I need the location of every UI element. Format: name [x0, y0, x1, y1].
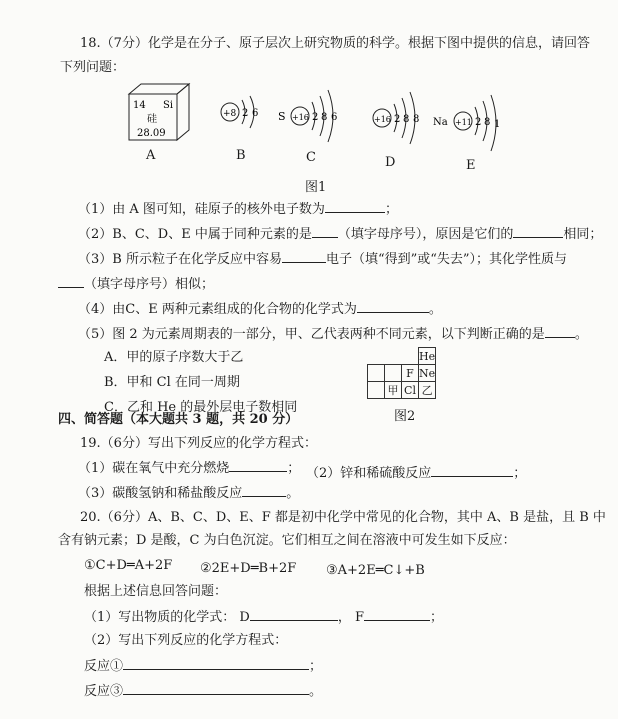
option-a: A．甲的原子序数大于乙 [104, 350, 244, 365]
fig1-caption: 图1 [305, 180, 327, 195]
svg-text:2: 2 [394, 114, 401, 125]
atom-diagram-b [218, 88, 268, 138]
svg-text:8: 8 [484, 117, 491, 128]
q20-part1: （1）写出物质的化学式： D ， F ； [84, 610, 443, 625]
q18-part1: （1）由 A 图可知，硅原子的核外电子数为 ； [78, 202, 398, 217]
svg-text:6: 6 [331, 112, 338, 123]
option-b: B．甲和 Cl 在同一周期 [104, 375, 240, 390]
svg-text:14: 14 [133, 100, 146, 111]
fig2-caption: 图2 [394, 409, 416, 424]
atom-diagram-c [278, 80, 348, 150]
periodic-table-fragment: He F Ne 甲 Cl 乙 [367, 347, 436, 399]
q20-reaction-1-line: 反应① ； [84, 659, 323, 674]
answer-blank[interactable] [229, 459, 287, 472]
answer-blank[interactable] [282, 250, 326, 263]
q18-part5: （5）图 2 为元素周期表的一部分，甲、乙代表两种不同元素，以下判断正确的是 。 [78, 327, 588, 342]
q19-title: 19.（6分）写出下列反应的化学方程式： [80, 436, 317, 451]
fig-label-b: B [236, 148, 246, 163]
q18-part4: （4）由C、E 两种元素组成的化合物的化学式为 。 [78, 302, 442, 317]
q20-line2: 含有钠元素；D 是酸，C 为白色沉淀。它们相互之间在溶液中可发生如下反应： [58, 533, 516, 548]
q20-part2: （2）写出下列反应的化学方程式： [84, 633, 288, 648]
q19-part1: （1）碳在氧气中充分燃烧 ； [78, 461, 301, 476]
answer-blank[interactable] [545, 325, 575, 338]
answer-blank[interactable] [364, 608, 430, 621]
svg-text:28.09: 28.09 [137, 128, 166, 139]
fig-label-d: D [385, 155, 396, 170]
reaction-1: ①C+D═A+2F [84, 558, 173, 573]
svg-text:S: S [278, 110, 286, 123]
svg-text:8: 8 [413, 114, 420, 125]
element-card-silicon [125, 82, 195, 144]
q19-part3: （3）碳酸氢钠和稀盐酸反应 。 [78, 486, 300, 501]
svg-text:+11: +11 [455, 118, 472, 127]
q18-line2: 下列问题： [60, 60, 126, 75]
reaction-2: ②2E+D═B+2F [200, 561, 297, 576]
q20-intro: 根据上述信息回答问题： [84, 584, 228, 599]
answer-blank[interactable] [431, 464, 513, 477]
svg-text:2: 2 [242, 108, 249, 119]
svg-text:+16: +16 [374, 115, 391, 124]
answer-blank[interactable] [357, 300, 429, 313]
atom-diagram-e [433, 85, 513, 160]
answer-blank[interactable] [513, 225, 563, 238]
option-c: C．乙和 He 的最外层电子数相同 [104, 400, 298, 415]
answer-blank[interactable] [250, 608, 338, 621]
svg-text:8: 8 [321, 112, 328, 123]
answer-blank[interactable] [58, 275, 84, 288]
answer-blank[interactable] [123, 657, 309, 670]
answer-blank[interactable] [123, 682, 309, 695]
fig-label-e: E [466, 158, 476, 173]
answer-blank[interactable] [325, 200, 385, 213]
fig-label-c: C [306, 150, 316, 165]
svg-text:Na: Na [433, 117, 448, 128]
q19-part2: （2）锌和稀硫酸反应 ； [306, 466, 527, 481]
q18-part3: （3）B 所示粒子在化学反应中容易 电子（填“得到”或“失去”）；其化学性质与 [78, 252, 568, 267]
svg-text:+8: +8 [223, 109, 237, 119]
answer-blank[interactable] [312, 225, 338, 238]
svg-text:+16: +16 [292, 113, 309, 122]
q18-part3-cont: （填字母序号）相似； [58, 275, 214, 293]
svg-text:2: 2 [475, 117, 482, 128]
svg-text:8: 8 [403, 114, 410, 125]
section-heading: 四、简答题（本大题共 3 题，共 20 分） [58, 412, 299, 427]
q20-line1: 20.（6分）A、B、C、D、E、F 都是初中化学中常见的化合物，其中 A、B 是盐，且 B 中 [80, 510, 606, 525]
svg-text:Si: Si [163, 100, 174, 111]
svg-text:2: 2 [312, 112, 319, 123]
q18-line1: 18.（7分）化学是在分子、原子层次上研究物质的科学。根据下图中提供的信息，请回答 [80, 36, 590, 51]
q20-reaction-3-line: 反应③ 。 [84, 684, 323, 699]
q18-part2: （2）B、C、D、E 中属于同种元素的是 （填字母序号），原因是它们的 相同； [78, 227, 603, 242]
svg-text:硅: 硅 [147, 114, 157, 125]
answer-blank[interactable] [242, 484, 286, 497]
svg-text:6: 6 [252, 108, 259, 119]
fig-label-a: A [146, 148, 156, 163]
atom-diagram-d [370, 82, 440, 152]
svg-text:1: 1 [494, 119, 501, 130]
reaction-3: ③A+2E═C↓+B [326, 563, 425, 578]
